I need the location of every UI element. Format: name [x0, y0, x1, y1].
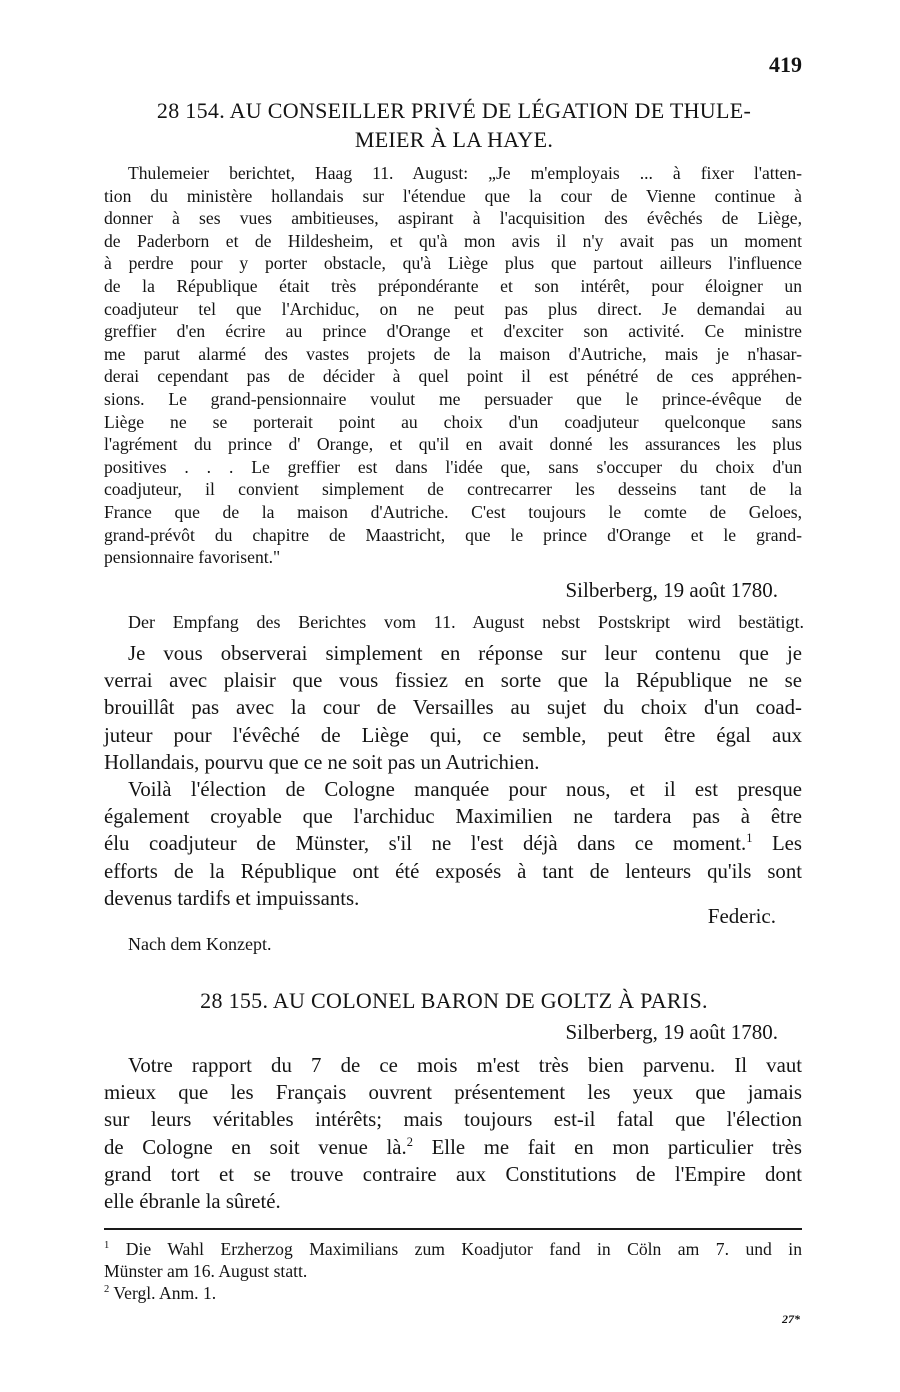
document-heading-28154 [104, 96, 804, 154]
signature-mark: 27* [782, 1312, 800, 1326]
letter-body-28154 [104, 640, 802, 912]
footnote-ref: 2 [406, 1134, 413, 1149]
report-line: l'agrément du prince d' Orange, et qu'il en avait donné les assurances les plus [104, 434, 802, 455]
report-line: coadjuteur tel que l'Archiduc, on ne peut pas plus direct. Je demandai au [104, 298, 802, 319]
letter-body-28155 [104, 1052, 802, 1215]
body-line: Hollandais, pourvu que ce ne soit pas un Autrichien. [104, 750, 540, 774]
footnote-2 [104, 1282, 802, 1304]
body-line: verrai avec plaisir que vous fissiez en sorte que la République ne se [104, 669, 802, 693]
signature: Federic. [707, 904, 776, 928]
source-note: Nach dem Konzept. [128, 934, 272, 954]
body-line: Voilà l'élection de Cologne manquée pour nous, et il est presque [128, 778, 802, 802]
heading-line-2: MEIER À LA HAYE. [354, 127, 554, 152]
footnote-mark: 2 [104, 1284, 110, 1296]
receipt-note: Der Empfang des Berichtes vom 11. August nebst Postskript wird bestätigt. [128, 612, 804, 632]
page-number: 419 [769, 52, 802, 77]
report-line: grand-prévôt du chapitre de Maastricht, que le prince d'Orange et le grand- [104, 524, 802, 545]
footnote-mark: 1 [104, 1240, 110, 1252]
report-line: Thulemeier berichtet, Haag 11. August: „Je m'employais ... à fixer l'atten- [128, 163, 802, 183]
report-line: donner à ses vues ambitieuses, aspirant à l'acquisition des évêchés de Liège, [104, 208, 802, 229]
heading-line-1: 28 154. AU CONSEILLER PRIVÉ DE LÉGATION DE THULE- [156, 98, 752, 123]
report-line: de la République était très prépondérante et son intérêt, pour éloigner un [104, 275, 802, 296]
footnote-1-cont: Münster am 16. August statt. [104, 1261, 308, 1281]
report-line: sions. Le grand-pensionnaire voulut me persuader que le prince-évêque de [104, 388, 802, 409]
body-line [104, 830, 802, 857]
footnote-text: Die Wahl Erzherzog Maximilians zum Koadjutor fand in Cöln am 7. und in [125, 1239, 802, 1259]
body-line: efforts de la République ont été exposés à tant de lenteurs qu'ils sont [104, 859, 802, 883]
footnote-text: Vergl. Anm. 1. [113, 1283, 217, 1303]
body-text: Elle me fait en mon particulier très [412, 1135, 803, 1159]
report-line: positives . . . Le greffier est dans l'idée que, sans s'occuper du choix d'un [104, 456, 802, 477]
footnote-ref: 1 [746, 831, 753, 846]
place-date: Silberberg, 19 août 1780. [565, 578, 778, 602]
body-text: élu coadjuteur de Münster, s'il ne l'est déjà dans ce moment. [104, 832, 747, 856]
body-line: également croyable que l'archiduc Maximilien ne tardera pas à être [104, 805, 802, 829]
body-line: sur leurs véritables intérêts; mais toujours est-il fatal que l'élection [104, 1108, 802, 1132]
report-line: Liège ne se porterait point au choix d'un coadjuteur quelconque sans [104, 411, 802, 432]
report-line: pensionnaire favorisent." [104, 547, 281, 568]
body-line: elle ébranle la sûreté. [104, 1190, 281, 1214]
body-line: brouillât pas avec la cour de Versailles au sujet du choix d'un coad- [104, 696, 802, 720]
body-text: de Cologne en soit venue là. [104, 1135, 407, 1159]
footnote-1 [104, 1238, 802, 1260]
body-line [104, 1134, 802, 1161]
body-text: Les [752, 832, 802, 856]
body-line: devenus tardifs et impuissants. [104, 886, 360, 910]
body-line: Votre rapport du 7 de ce mois m'est très bien parvenu. Il vaut [128, 1054, 802, 1077]
report-line: à perdre pour y porter obstacle, qu'à Liège plus que partout ailleurs l'influence [104, 253, 802, 274]
body-line: Je vous observerai simplement en réponse sur leur contenu que je [128, 642, 802, 665]
body-line: juteur pour l'évêché de Liège qui, ce semble, peut être égal aux [104, 723, 802, 747]
report-line: de Paderborn et de Hildesheim, et qu'à mon avis il n'y avait pas un moment [104, 230, 802, 251]
body-line: grand tort et se trouve contraire aux Constitutions de l'Empire dont [104, 1162, 802, 1186]
document-heading-28155: 28 155. AU COLONEL BARON DE GOLTZ À PARIS. [200, 988, 708, 1013]
report-line: me parut alarmé des vastes projets de la maison d'Autriche, mais je n'hasar- [104, 343, 802, 364]
report-line: France que de la maison d'Autriche. C'est toujours le comte de Geloes, [104, 501, 802, 522]
place-date-2: Silberberg, 19 août 1780. [565, 1020, 778, 1044]
report-line: derai cependant pas de décider à quel point il est pénétré de ces appréhen- [104, 366, 802, 387]
footnotes [104, 1238, 802, 1304]
report-line: coadjuteur, il convient simplement de contrecarrer les desseins tant de la [104, 479, 802, 500]
report-line: tion du ministère hollandais sur l'étendue que la cour de Vienne continue à [104, 185, 802, 206]
report-excerpt [104, 162, 802, 569]
body-line: mieux que les Français ouvrent présentement les yeux que jamais [104, 1081, 802, 1105]
footnote-divider [104, 1228, 802, 1230]
report-line: greffier d'en écrire au prince d'Orange et d'exciter son activité. Ce ministre [104, 321, 802, 342]
